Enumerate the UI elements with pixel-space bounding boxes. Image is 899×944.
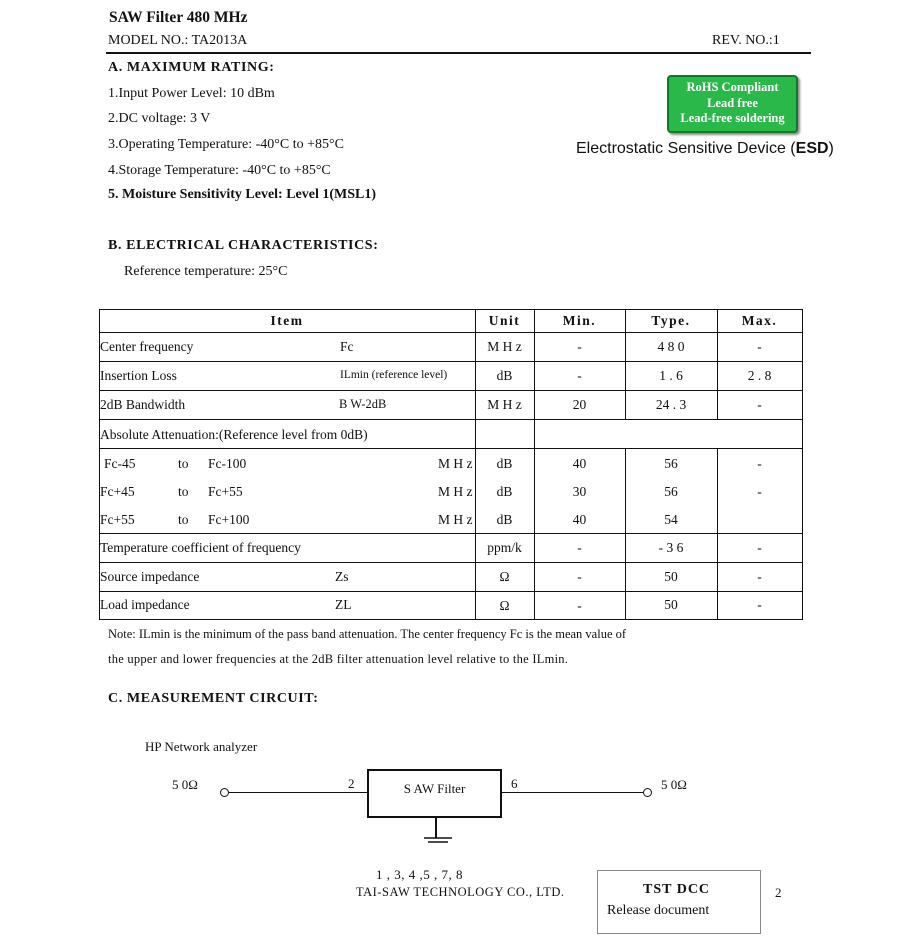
rohs-line: Lead-free soldering xyxy=(680,111,785,125)
atten-to: Fc+55 xyxy=(208,484,243,499)
table-note-line: the upper and lower frequencies at the 2dB filter attenuation level relative to the ILmin. xyxy=(108,652,569,666)
param-min: - xyxy=(577,540,582,555)
param-typ: 50 xyxy=(664,569,678,584)
param-max: - xyxy=(757,339,762,354)
atten-min: 40 xyxy=(572,456,587,471)
rating-item: 2.DC voltage: 3 V xyxy=(108,111,211,126)
attenuation-title: Absolute Attenuation:(Reference level from 0dB) xyxy=(100,427,368,442)
input-pin: 2 xyxy=(348,776,355,791)
param-name: Insertion Loss xyxy=(100,368,177,383)
param-typ: 24 . 3 xyxy=(655,397,687,412)
param-typ: 50 xyxy=(664,597,678,612)
output-terminal xyxy=(643,788,652,797)
atten-unit: dB xyxy=(496,512,513,527)
param-symbol: ILmin (reference level) xyxy=(340,369,448,381)
output-wire xyxy=(502,792,643,793)
section-b-title: B. ELECTRICAL CHARACTERISTICS: xyxy=(108,238,379,253)
atten-typ: 56 xyxy=(664,456,678,471)
header-unit: Unit xyxy=(488,313,521,328)
table-rule xyxy=(99,361,803,362)
table-rule xyxy=(99,562,803,563)
param-symbol: B W-2dB xyxy=(339,397,387,411)
page-number: 2 xyxy=(775,885,782,900)
param-max: - xyxy=(757,397,762,412)
document-title: SAW Filter 480 MHz xyxy=(109,9,248,26)
param-unit: M H z xyxy=(487,339,522,354)
input-terminal xyxy=(220,788,229,797)
table-rule xyxy=(99,332,803,333)
table-rule xyxy=(99,591,803,592)
header-min: Min. xyxy=(562,313,597,328)
param-symbol: ZL xyxy=(335,597,352,612)
param-typ: - 3 6 xyxy=(658,540,684,555)
param-unit: dB xyxy=(496,368,513,383)
param-unit: Ω xyxy=(499,598,510,613)
table-rule xyxy=(99,390,803,391)
rating-item: 1.Input Power Level: 10 dBm xyxy=(108,86,275,101)
output-impedance: 5 0Ω xyxy=(661,777,687,792)
input-wire xyxy=(229,792,367,793)
param-name: 2dB Bandwidth xyxy=(100,397,186,412)
atten-to: Fc+100 xyxy=(208,512,250,527)
param-max: 2 . 8 xyxy=(747,368,772,383)
revision-number: REV. NO.:1 xyxy=(712,33,780,48)
table-rule xyxy=(99,448,803,449)
esd-suffix: ) xyxy=(828,140,834,157)
param-min: 20 xyxy=(572,397,587,412)
atten-from: Fc+45 xyxy=(100,484,135,499)
atten-min: 40 xyxy=(572,512,587,527)
rohs-line: RoHS Compliant xyxy=(686,80,779,94)
atten-from: Fc-45 xyxy=(104,456,136,471)
table-rule xyxy=(99,419,803,420)
param-max: - xyxy=(757,597,762,612)
table-rule xyxy=(625,448,626,620)
rating-item: 4.Storage Temperature: -40°C to +85°C xyxy=(108,163,331,178)
saw-filter-label: S AW Filter xyxy=(403,781,466,796)
atten-min: 30 xyxy=(572,484,587,499)
param-min: - xyxy=(577,368,582,383)
param-name: Temperature coefficient of frequency xyxy=(100,540,301,555)
table-note-line: Note: ILmin is the minimum of the pass band attenuation. The center frequency Fc is the mean value of xyxy=(108,627,627,641)
section-a-title: A. MAXIMUM RATING: xyxy=(108,60,275,75)
param-symbol: Zs xyxy=(335,569,349,584)
section-c-title: C. MEASUREMENT CIRCUIT: xyxy=(108,691,319,706)
atten-typ: 54 xyxy=(664,512,678,527)
electrical-characteristics-table xyxy=(99,309,803,620)
param-max: - xyxy=(757,540,762,555)
header-typ: Type. xyxy=(651,313,691,328)
header-item: Item xyxy=(270,313,304,328)
esd-abbr: ESD xyxy=(795,140,829,157)
atten-to-word: to xyxy=(178,484,189,499)
param-min: - xyxy=(577,339,582,354)
atten-max: - xyxy=(757,456,762,471)
atten-typ: 56 xyxy=(664,484,678,499)
reference-temperature: Reference temperature: 25°C xyxy=(124,264,288,279)
param-unit: M H z xyxy=(487,397,522,412)
table-rule xyxy=(99,619,803,620)
param-min: - xyxy=(577,569,582,584)
rohs-badge xyxy=(667,75,798,133)
table-rule xyxy=(99,309,803,310)
output-pin: 6 xyxy=(511,776,518,791)
input-impedance: 5 0Ω xyxy=(172,777,198,792)
param-unit: ppm/k xyxy=(487,540,522,555)
param-name: Center frequency xyxy=(100,339,194,354)
atten-range-unit: M H z xyxy=(438,512,473,527)
company-name: TAI-SAW TECHNOLOGY CO., LTD. xyxy=(356,885,565,899)
rating-item-msl: 5. Moisture Sensitivity Level: Level 1(MSL1) xyxy=(108,187,377,202)
atten-to-word: to xyxy=(178,456,189,471)
ground-icon xyxy=(420,817,456,847)
atten-unit: dB xyxy=(496,456,513,471)
release-stamp xyxy=(597,870,761,934)
atten-to: Fc-100 xyxy=(208,456,247,471)
param-typ: 1 . 6 xyxy=(659,368,683,383)
atten-range-unit: M H z xyxy=(438,484,473,499)
atten-unit: dB xyxy=(496,484,513,499)
table-rule xyxy=(99,533,803,534)
param-symbol: Fc xyxy=(340,339,354,354)
tst-label: TST DCC xyxy=(643,882,711,897)
ground-pins: 1 , 3, 4 ,5 , 7, 8 xyxy=(376,867,463,882)
model-number: MODEL NO.: TA2013A xyxy=(108,33,248,48)
release-label: Release document xyxy=(607,903,710,918)
atten-from: Fc+55 xyxy=(100,512,135,527)
esd-prefix: Electrostatic Sensitive Device ( xyxy=(576,140,796,157)
analyzer-label: HP Network analyzer xyxy=(145,739,258,754)
table-rule xyxy=(802,309,803,620)
param-min: - xyxy=(577,598,582,613)
rohs-line: Lead free xyxy=(707,95,758,110)
atten-to-word: to xyxy=(178,512,189,527)
header-divider xyxy=(106,52,811,54)
table-rule xyxy=(717,448,718,620)
param-unit: Ω xyxy=(499,569,510,584)
atten-range-unit: M H z xyxy=(438,456,473,471)
atten-max: - xyxy=(757,484,762,499)
param-name: Load impedance xyxy=(100,597,190,612)
param-max: - xyxy=(757,569,762,584)
param-name: Source impedance xyxy=(100,569,200,584)
param-typ: 4 8 0 xyxy=(657,339,685,354)
esd-notice xyxy=(576,140,834,158)
rating-item: 3.Operating Temperature: -40°C to +85°C xyxy=(108,137,344,152)
header-max: Max. xyxy=(741,313,778,328)
